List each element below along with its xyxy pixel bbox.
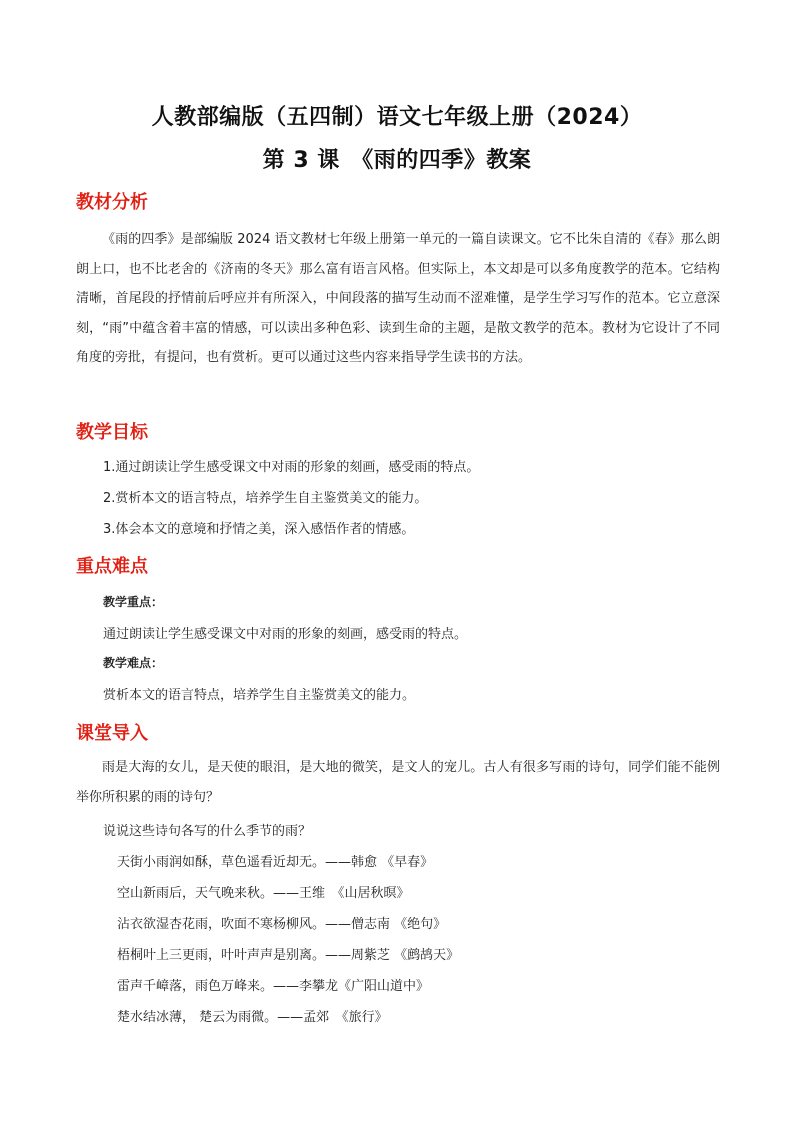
section-heading-key-points: 重点难点 (76, 556, 148, 577)
section-heading-goals: 教学目标 (76, 422, 148, 443)
lesson-title: 第 3 课 《雨的四季》教案 (262, 148, 532, 173)
focus-text: 通过朗读让学生感受课文中对雨的形象的刻画，感受雨的特点。 (103, 627, 468, 642)
poem-line: 天街小雨润如酥，草色遥看近却无。——韩愈 《早春》 (117, 855, 434, 870)
poem-line: 梧桐叶上三更雨，叶叶声声是别离。——周紫芝 《鹧鸪天》 (117, 948, 460, 963)
analysis-paragraph: 《雨的四季》是部编版 2024 语文教材七年级上册第一单元的一篇自读课文。它不比朱自清的《春》那么朗朗上口，也不比老舍的《济南的冬天》那么富有语言风格。但实际上，本文却是可以多角度教学的范本。它结构清晰，首尾段的抒情前后呼应并有所深入，中间段落的描写生动而不涩难懂，是学生学习写作的范本。它立意深刻，“雨”中蕴含着丰富的情感，可以读出多种色彩、读到生命的主题，是散文教学的范本。教材为它设计了不同角度的旁批，有提问，也有赏析。更可以通过这些内容来指导学生读书的方法。 (76, 232, 720, 365)
focus-label: 教学重点： (103, 595, 164, 609)
difficulty-text: 赏析本文的语言特点，培养学生自主鉴赏美文的能力。 (103, 688, 416, 703)
section-heading-intro: 课堂导入 (76, 723, 148, 744)
poem-line: 楚水结冰薄， 楚云为雨微。——孟郊 《旅行》 (117, 1010, 388, 1025)
intro-question: 说说这些诗句各写的什么季节的雨？ (103, 824, 312, 839)
goal-item: 2.赏析本文的语言特点，培养学生自主鉴赏美文的能力。 (103, 491, 428, 506)
goal-item: 1.通过朗读让学生感受课文中对雨的形象的刻画，感受雨的特点。 (103, 460, 480, 475)
section-heading-analysis: 教材分析 (76, 192, 148, 213)
poem-line: 沾衣欲湿杏花雨，吹面不寒杨柳风。——僧志南 《绝句》 (117, 917, 447, 932)
poem-line: 空山新雨后，天气晚来秋。——王维 《山居秋暝》 (117, 886, 410, 901)
document-title: 人教部编版（五四制）语文七年级上册（2024） (151, 105, 643, 130)
intro-paragraph: 雨是大海的女儿，是天使的眼泪，是大地的微笑，是文人的宠儿。古人有很多写雨的诗句，同学们能不能例举你所积累的雨的诗句？ (76, 760, 720, 805)
difficulty-label: 教学难点： (103, 656, 164, 670)
goal-item: 3.体会本文的意境和抒情之美，深入感悟作者的情感。 (103, 522, 415, 537)
poem-line: 雷声千嶂落，雨色万峰来。——李攀龙《广阳山道中》 (117, 979, 430, 994)
